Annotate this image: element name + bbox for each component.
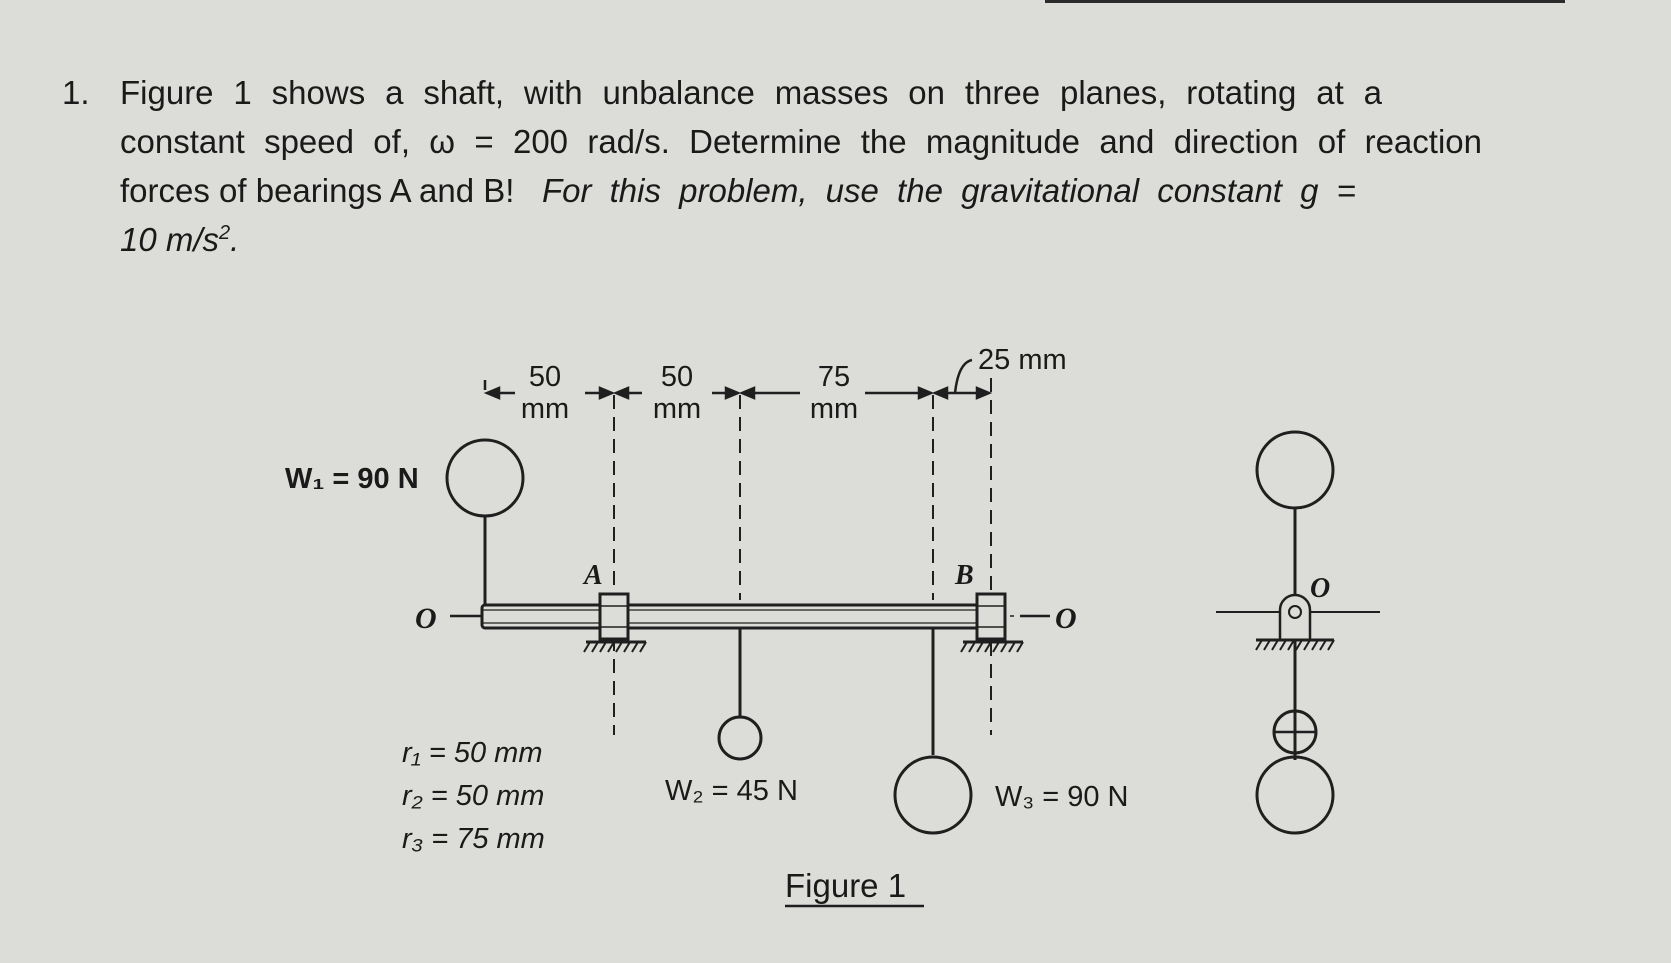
dim-arrow-1b <box>600 388 612 398</box>
dim-arrow-3a <box>742 388 754 398</box>
mass-3-circle <box>895 757 971 833</box>
dim-leader-4 <box>955 360 972 393</box>
side-axis-label: O <box>1310 573 1331 604</box>
problem-line-3-text: forces of bearings A and B! <box>120 172 515 209</box>
mass-1-circle <box>447 440 523 516</box>
dim-2-value: 50 <box>660 361 694 393</box>
dim-arrow-4b <box>977 388 989 398</box>
bearing-a-housing <box>600 594 628 639</box>
dim-arrow-4a <box>935 388 947 398</box>
dim-arrow-1a <box>487 388 499 398</box>
radius-1-label: r₁ = 50 mm <box>402 737 543 769</box>
bearing-a-label: A <box>584 560 603 591</box>
gravity-exponent: 2 <box>219 222 231 244</box>
weight-2-label: W₂ = 45 N <box>665 775 798 807</box>
gravity-period: . <box>230 221 240 258</box>
gravity-note: For this problem, use the gravitational constant g = <box>541 172 1356 209</box>
radius-2-label: r₂ = 50 mm <box>402 780 545 812</box>
gravity-value-text: 10 m/s <box>120 221 220 258</box>
problem-number: 1. <box>62 74 90 111</box>
shaft <box>482 605 997 628</box>
axis-right-label: O <box>1055 602 1077 635</box>
dim-1-unit: mm <box>520 393 570 425</box>
problem-line-2: constant speed of, ω = 200 rad/s. Determine the magnitude and direction of reaction <box>120 123 1482 160</box>
dim-3-value: 75 <box>817 361 851 393</box>
dim-arrow-2b <box>726 388 738 398</box>
dim-3-unit: mm <box>809 393 859 425</box>
problem-line-1: Figure 1 shows a shaft, with unbalance masses on three planes, rotating at a <box>120 74 1382 111</box>
figure-caption: Figure 1 <box>785 867 907 904</box>
weight-3-label: W₃ = 90 N <box>995 781 1129 813</box>
bearing-b-label: B <box>955 560 974 591</box>
dim-4-label: 25 mm <box>978 344 1067 376</box>
radius-3-label: r₃ = 75 mm <box>402 823 545 855</box>
dim-arrow-3b <box>919 388 931 398</box>
axis-left-label: O <box>415 602 437 635</box>
side-mass-3 <box>1257 757 1333 833</box>
dim-1-value: 50 <box>528 361 562 393</box>
side-mass-1 <box>1257 432 1333 508</box>
dim-2-unit: mm <box>652 393 702 425</box>
mass-2-circle <box>719 717 761 759</box>
bearing-b-housing <box>977 594 1005 639</box>
dim-arrow-2a <box>616 388 628 398</box>
weight-1-label: W₁ = 90 N <box>285 463 419 495</box>
